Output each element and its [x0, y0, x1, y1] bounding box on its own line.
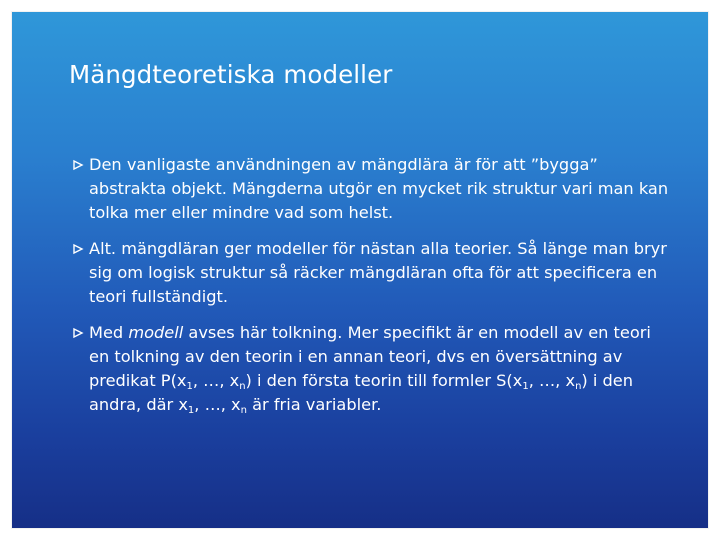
- bullet-item: [71, 153, 671, 225]
- bullet-text: Med modell avses här tolkning. Mer specifikt är en modell av en teori en tolkning av den teorin i en annan teori, dvs en översättning av predikat $P(x_1$, …, $x_n$) i den första teorin till formler $S(x_1$, …, $x_n$) i den andra, där $x_1$, …, $x_n$ är fria variabler.: [89, 323, 651, 416]
- bullet-triangle-icon: [72, 153, 86, 177]
- bullet-text: Den vanligaste användningen av mängdlära är för att ”bygga” abstrakta objekt. Mängderna utgör en mycket rik struktur vari man kan tolka mer eller mindre vad som helst.: [89, 155, 669, 222]
- bullet-triangle-icon: [72, 321, 86, 345]
- bullet-list: [71, 153, 671, 429]
- emphasis-modell: modell: [128, 323, 184, 342]
- bullet-triangle-icon: [72, 237, 86, 261]
- slide: [12, 12, 708, 528]
- bullet-item: [71, 321, 671, 417]
- bullet-text: Alt. mängdläran ger modeller för nästan alla teorier. Så länge man bryr sig om logisk struktur så räcker mängdläran ofta för att specificera en teori fullständigt.: [89, 239, 667, 306]
- slide-title: Mängdteoretiska modeller: [69, 60, 393, 89]
- bullet-item: [71, 237, 671, 309]
